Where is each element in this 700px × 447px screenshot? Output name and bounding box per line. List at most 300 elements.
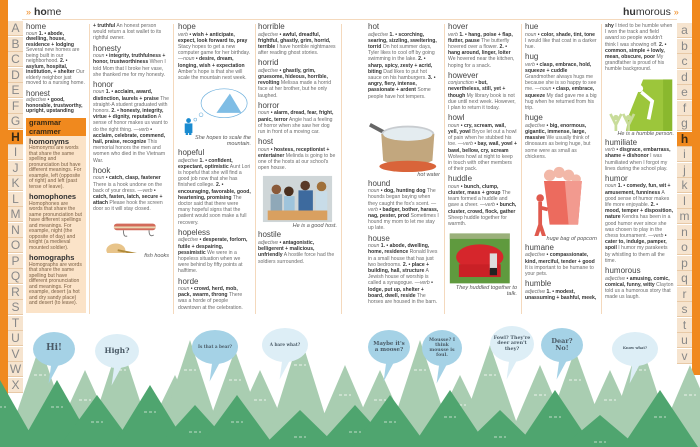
- part-of-speech: noun: [368, 243, 381, 250]
- headword: horrid: [258, 58, 279, 68]
- entry-body: [93, 175, 169, 212]
- headword: humorous: [605, 266, 641, 276]
- tab-d[interactable]: d: [677, 70, 692, 85]
- example-sentence: Clayton told us a humorous story that made us laugh.: [605, 281, 674, 301]
- speech-bubble: A bare what?: [262, 328, 308, 362]
- synonyms: + truthful: [93, 23, 116, 29]
- tab-I[interactable]: I: [8, 145, 23, 160]
- tab-P[interactable]: P: [8, 254, 23, 269]
- synonyms: 2. • place + building, hall, structure: [368, 261, 430, 274]
- column-divider: [341, 24, 342, 314]
- entry-body: [448, 123, 517, 173]
- headword: however: [448, 70, 479, 80]
- example-sentence: I humor my parakeets by whistling to them all the time.: [605, 245, 668, 264]
- figure-caption: He is a good host.: [292, 223, 337, 230]
- tab-T[interactable]: T: [8, 316, 23, 331]
- speech-bubble: Mousse? I think mousse is foul.: [422, 330, 462, 366]
- speech-bubble: Dear? No!: [541, 328, 583, 362]
- synonyms: • catch, fasten, latch, secure + attach: [93, 187, 163, 207]
- example-sentence: A hostile force had the soldiers surrounded.: [258, 252, 335, 265]
- headword: horror: [258, 100, 280, 110]
- example-sentence: My grandfather is proud of his humble background.: [605, 54, 665, 73]
- tab-R[interactable]: R: [8, 285, 23, 300]
- grammar-text: Homonyms are words that share the same spelling and pronunciation but have different meanings. For example, left (opposite of right) and left (past tense of leave).: [29, 145, 82, 190]
- part-of-speech: adjective: [178, 237, 200, 244]
- tab-N[interactable]: N: [8, 223, 23, 238]
- tab-q[interactable]: q: [677, 271, 692, 286]
- tab-r[interactable]: r: [677, 287, 692, 302]
- synonyms: • bunch, clump, cluster, mass + group: [448, 183, 501, 197]
- synonyms: 1. • hang, poise + flap, flutter, pause: [448, 31, 513, 44]
- example-sentence: The doctor said that there were many hopeful signs that the patient would soon make a full recovery.: [178, 194, 247, 226]
- tab-m[interactable]: m: [677, 209, 692, 224]
- dictionary-entry: [605, 139, 674, 172]
- dictionary-entry: [178, 23, 251, 81]
- entry-body: [368, 188, 440, 231]
- headword: hopeful: [178, 148, 205, 158]
- example-sentence: When I told Mom that I broke her vase, she thanked me for my honesty.: [93, 59, 166, 78]
- example-sentence: Stacy hopes to get a new computer game for her birthday.: [178, 43, 251, 57]
- figure-huddle-photo: [448, 230, 517, 297]
- part-of-speech: verb: [605, 147, 617, 154]
- dictionary-entry: [605, 175, 674, 264]
- dictionary-entry: [93, 45, 169, 78]
- entry-body: [525, 289, 597, 301]
- example-sentence: We were in a hopeless situation when we were behind by fifty points at halftime.: [178, 249, 243, 275]
- figure-humble: [605, 76, 674, 137]
- headword: host: [258, 137, 274, 147]
- synonyms: 2. • asylum, hospital, institution, + shelter: [26, 58, 75, 75]
- dictionary-column: [448, 23, 517, 299]
- example-sentence: An honest person would return a lost wallet to its rightful owner.: [93, 23, 162, 42]
- example-sentence: A sense of honor makes us want to do the right thing.: [93, 114, 168, 133]
- dictionary-entry: [178, 229, 251, 275]
- example-sentence: A good sense of humor makes life more enjoyable.: [605, 189, 670, 209]
- tab-k[interactable]: k: [677, 178, 692, 193]
- synonyms: • big, enormous, gigantic, immense, large, massive: [525, 122, 587, 142]
- figure-caption: fish hooks: [144, 252, 169, 259]
- guide-word-rest: me: [46, 6, 62, 18]
- part-of-speech: noun: [368, 188, 381, 195]
- grammar-text: Homophones are words that share the same pronunciation but have different spellings and meanings. For example, night (the opposite of day) and knight (a medieval mounted soldier).: [29, 200, 82, 251]
- tab-t[interactable]: t: [677, 318, 692, 333]
- synonyms: • awful, dreadful, frightful, ghastly, grim, horrid, terrible: [258, 31, 331, 50]
- column-divider: [601, 24, 602, 314]
- example-sentence: The straight-A student graduated with honors.: [93, 95, 169, 115]
- huddle-photo-illustration: [448, 230, 517, 285]
- example-sentence: Ronald lives in a small house that has just two bedrooms.: [368, 249, 438, 268]
- tab-e[interactable]: e: [677, 85, 692, 100]
- figure-pot: [368, 103, 440, 178]
- example-sentence: This memorial honors the men and women who died in the Vietnam War.: [93, 139, 166, 164]
- entry-body: [178, 237, 251, 274]
- dictionary-entry: [368, 180, 440, 232]
- entry-body: [93, 89, 169, 163]
- entry-body: [178, 32, 251, 82]
- tab-G[interactable]: G: [8, 114, 23, 129]
- column-divider: [444, 24, 445, 314]
- part-of-speech: noun: [93, 89, 106, 96]
- figure-caption: They huddled together to talk.: [455, 285, 517, 298]
- entry-body: [448, 32, 517, 69]
- example-sentence: A Jewish house of worship is called a synagogue.: [368, 267, 429, 287]
- example-sentence: Melissa made a horrid face at her brother, but he only laughed.: [258, 80, 332, 99]
- dictionary-entry: [525, 53, 597, 111]
- headword: humiliate: [605, 137, 638, 147]
- headword: huddle: [448, 174, 473, 184]
- part-of-speech: —noun: [534, 86, 553, 93]
- dictionary-entry: [448, 175, 517, 227]
- example-sentence: We usually think of dinosaurs as being huge, but some were as small as chickens.: [525, 135, 591, 160]
- tab-Q[interactable]: Q: [8, 269, 23, 284]
- entry-body: [258, 147, 337, 172]
- grammar-box-title: grammar crammer: [26, 118, 86, 136]
- example-sentence: Amber's hope is that she will scale the mountain next week.: [178, 68, 247, 81]
- synonyms: • catch, clasp, fastener: [105, 175, 161, 182]
- dictionary-entry: [26, 90, 86, 115]
- entry-body: [525, 32, 597, 51]
- example-sentence: There was a horde of people downtown at the celebration.: [178, 292, 243, 311]
- part-of-speech: noun: [258, 146, 271, 153]
- dictionary-entry: [525, 23, 597, 50]
- tab-n[interactable]: n: [677, 225, 692, 240]
- entry-body: [258, 32, 337, 57]
- entry-body: [26, 98, 86, 115]
- part-of-speech: noun: [93, 53, 106, 60]
- dictionary-column: [605, 23, 674, 303]
- tab-J[interactable]: J: [8, 161, 23, 176]
- guide-word-prefix: hu: [623, 6, 636, 18]
- headword: horde: [178, 276, 199, 286]
- dictionary-entry: [258, 59, 337, 99]
- synonyms: • clasp, embrace, hold, squeeze + cuddle: [525, 61, 592, 74]
- guide-word-rest: morous: [635, 6, 671, 18]
- tab-s[interactable]: s: [677, 302, 692, 317]
- synonyms: 2. • hang around, linger, loiter: [448, 43, 511, 57]
- hiker-illustration: [178, 84, 251, 135]
- grammar-heading: homographs: [29, 253, 75, 262]
- synonyms: • disgrace, embarrass, shame + dishonor: [605, 147, 671, 160]
- dictionary-entry: [258, 138, 337, 171]
- speech-bubble: Fowl? They're deer aren't they?: [490, 326, 534, 362]
- part-of-speech: —verb: [648, 233, 665, 240]
- headword: home: [26, 22, 47, 31]
- dictionary-entry: [93, 23, 169, 42]
- example-sentence: Several new homes are being built in our neighborhood.: [26, 47, 80, 64]
- tab-p[interactable]: p: [677, 256, 692, 271]
- tab-c[interactable]: c: [677, 54, 692, 69]
- example-sentence: Sometimes I hound my mom to let me stay up late.: [368, 213, 439, 232]
- synonyms: • amusing, comic, comical, funny, witty: [605, 275, 670, 288]
- part-of-speech: noun: [93, 175, 106, 182]
- example-sentence: Wolves howl at night to keep in touch with other members of their pack.: [448, 153, 513, 173]
- headword: hug: [525, 52, 539, 62]
- headword: hostile: [258, 230, 282, 240]
- part-of-speech: noun: [605, 183, 618, 190]
- part-of-speech: noun: [178, 286, 191, 293]
- part-of-speech: noun: [448, 183, 461, 190]
- tab-i[interactable]: i: [677, 147, 692, 162]
- dictionary-entry: [605, 23, 674, 73]
- entry-body: [368, 32, 440, 100]
- dictionary-entry: [258, 23, 337, 56]
- example-sentence: The horses are housed in the barn.: [368, 292, 438, 305]
- part-of-speech: adjective: [258, 239, 280, 246]
- synonyms: 1. • modest, unassuming + bashful, meek,: [525, 288, 597, 301]
- dictionary-column: [178, 23, 251, 314]
- part-of-speech: noun: [258, 110, 271, 117]
- column-divider: [521, 24, 522, 314]
- entry-body: [258, 68, 337, 99]
- dictionary-entry: [93, 81, 169, 164]
- dictionary-entry: [26, 23, 86, 87]
- tab-u[interactable]: u: [677, 333, 692, 348]
- synonyms: • clasp, embrace, squeeze: [525, 86, 595, 99]
- dictionary-column: [93, 23, 169, 261]
- synonyms: 1. • acclaim, award, distinction, laurels + praise: [93, 89, 159, 102]
- part-of-speech: adjective: [368, 31, 390, 38]
- tab-E[interactable]: E: [8, 83, 23, 98]
- tab-o[interactable]: o: [677, 240, 692, 255]
- tab-B[interactable]: B: [8, 37, 23, 52]
- synonyms: 1. • abode, dwelling, home, residence: [368, 243, 430, 256]
- pot-illustration: [368, 103, 440, 172]
- popcorn-illustration: [525, 163, 597, 236]
- dictionary-entry: [525, 114, 597, 160]
- column-divider: [89, 24, 90, 314]
- part-of-speech: adjective: [525, 252, 547, 259]
- synonyms: • lodge, put up, shelter + board, dwell, reside: [368, 280, 433, 299]
- headword: horrible: [258, 22, 285, 31]
- dictionary-entry: [605, 267, 674, 300]
- part-of-speech: verb: [525, 61, 537, 68]
- example-sentence: On hot summer days, Tyler likes to cool off by going swimming in the lake.: [368, 43, 435, 63]
- tab-V[interactable]: V: [8, 347, 23, 362]
- tab-g[interactable]: g: [677, 116, 692, 131]
- figure-popcorn: [525, 163, 597, 242]
- tab-a[interactable]: a: [677, 23, 692, 38]
- tab-M[interactable]: M: [8, 207, 23, 222]
- synonyms: • acclaim, celebrate, commend, hail, praise, recognize: [93, 126, 166, 146]
- humble-illustration: [605, 76, 674, 131]
- synonyms: • cater to, indulge, pamper, spoil: [605, 233, 667, 252]
- figure-caption: He is a humble person.: [617, 130, 674, 137]
- entry-body: [605, 276, 674, 301]
- dictionary-entry: [178, 278, 251, 311]
- example-sentence: Grandmother always hugs me because she is so happy to see me.: [525, 74, 597, 93]
- fish-hooks-illustration: [93, 216, 169, 253]
- part-of-speech: —verb: [137, 187, 154, 194]
- tab-F[interactable]: F: [8, 99, 23, 114]
- headword: howl: [448, 113, 465, 123]
- synonyms: • badger, bother, harass, nag, pester, prod: [368, 206, 439, 220]
- headword: hopeless: [178, 227, 211, 237]
- example-sentence: I have horrible nightmares after reading ghost stories.: [258, 43, 336, 57]
- synonyms: • good, honorable, trustworthy, upright, upstanding: [26, 97, 83, 114]
- tab-j[interactable]: j: [677, 163, 692, 178]
- synonyms: 3. • angry, fiery, intense, passionate + ardent: [368, 74, 436, 94]
- example-sentence: The hounds began baying when they caught the fox's scent.: [368, 188, 436, 207]
- headword: hot: [368, 22, 380, 31]
- entry-body: [525, 62, 597, 112]
- part-of-speech: adjective: [525, 122, 547, 129]
- headword: humble: [525, 279, 552, 289]
- dictionary-entry: [178, 149, 251, 226]
- example-sentence: The team formed a huddle and gave a cheer.: [448, 190, 511, 209]
- example-sentence: Aunt Lori is hopeful that she will find a good job now that she has finished college.: [178, 163, 251, 189]
- figure-caption: hot water: [417, 171, 440, 178]
- part-of-speech: adjective: [258, 67, 280, 74]
- entry-body: [448, 184, 517, 227]
- part-of-speech: —verb: [133, 126, 151, 133]
- speech-bubble: Maybe it's a moose?: [368, 330, 410, 364]
- synonyms: • cry, scream, wail, yell, yowl: [448, 122, 506, 135]
- grammar-text: Homographs are words that share the same spelling but have different pronunciation and meanings. For example, desert (a hot and dry sandy place) and desert (to leave).: [29, 261, 82, 306]
- tab-S[interactable]: S: [8, 300, 23, 315]
- part-of-speech: —noun: [178, 56, 196, 63]
- column-divider: [255, 24, 256, 314]
- dictionary-column: [345, 23, 440, 308]
- synonyms: 2. • honesty, integrity, virtue + dignity, reputation: [93, 108, 164, 121]
- tab-v[interactable]: v: [677, 349, 692, 364]
- entry-body: [178, 158, 251, 226]
- entry-body: [93, 23, 169, 42]
- part-of-speech: adjective: [26, 97, 48, 103]
- example-sentence: My dad gave me a big hug when he returned from his trip.: [525, 92, 597, 112]
- dictionary-column: [258, 23, 337, 268]
- example-sentence: Our elderly neighbor just moved to a nursing home.: [26, 69, 85, 86]
- grammar-heading: homonyms: [29, 136, 70, 146]
- tab-O[interactable]: O: [8, 238, 23, 253]
- dictionary-column: [525, 23, 597, 304]
- part-of-speech: —verb: [457, 141, 475, 148]
- tab-X[interactable]: X: [8, 378, 23, 393]
- tab-K[interactable]: K: [8, 176, 23, 191]
- synonyms: • ghastly, grim, gruesome, hideous, horrible, revolting: [258, 67, 328, 87]
- tab-D[interactable]: D: [8, 68, 23, 83]
- headword: hope: [178, 22, 196, 31]
- part-of-speech: adjective: [258, 31, 280, 38]
- entry-body: [448, 80, 517, 111]
- figure-hiker: [178, 84, 251, 147]
- dictionary-entry: [258, 102, 337, 135]
- part-of-speech: conjunction: [448, 80, 476, 87]
- part-of-speech: adjective: [605, 275, 627, 282]
- guide-word-prefix: ho: [33, 6, 47, 18]
- column-divider: [173, 24, 174, 314]
- tab-W[interactable]: W: [9, 362, 22, 376]
- synonyms: shy: [605, 23, 614, 29]
- example-sentence: Please hook the screen door so it will stay closed.: [93, 200, 163, 213]
- header-rule: [22, 19, 677, 20]
- tab-b[interactable]: b: [677, 39, 692, 54]
- example-sentence: I was humiliated when I forgot my lines during the school play.: [605, 153, 668, 172]
- tab-h[interactable]: h: [677, 132, 692, 147]
- tab-f[interactable]: f: [677, 101, 692, 116]
- synonyms: • hostess, receptionist + entertainer: [258, 146, 330, 159]
- dictionary-entry: [525, 244, 597, 277]
- example-sentence: I would like that coat in a darker hue.: [525, 37, 597, 50]
- headword: hound: [368, 178, 391, 188]
- grammar-heading: homophones: [29, 192, 77, 201]
- speech-bubble: Is that a bear?: [192, 330, 238, 364]
- entry-body: [258, 110, 337, 135]
- figure-fish-hooks: [93, 216, 169, 259]
- dictionary-entry: [93, 167, 169, 213]
- synonyms: • compassionate, kind, merciful, tender + good: [525, 252, 595, 265]
- tab-U[interactable]: U: [8, 331, 23, 346]
- synonyms: 2. • sharp, spicy, zesty + acrid, biting: [368, 56, 433, 75]
- synonyms: 1. • confident, expectant, optimistic: [178, 157, 233, 170]
- synonyms: • dog, hunting dog: [380, 188, 426, 195]
- example-sentence: We hovered near the kitchen, hoping for a snack.: [448, 56, 515, 69]
- example-sentence: Some people have hot tempers.: [368, 87, 431, 100]
- speech-bubble: Know what?: [612, 332, 658, 366]
- part-of-speech: —verb: [368, 200, 437, 213]
- synonyms: • but, nevertheless, still, yet + though: [448, 80, 506, 99]
- synonyms: • desperate, forlorn, futile + despairing, pessimistic: [178, 237, 248, 256]
- entry-body: [258, 240, 337, 265]
- synonyms: 2. • common, simple + lowly, mean, obscure, poor: [605, 41, 667, 61]
- synonyms: 2. • mood, temper + disposition, nature: [605, 202, 674, 221]
- tab-l[interactable]: l: [677, 194, 692, 209]
- chevron-icon: »: [26, 7, 32, 17]
- figure-host-photo: [258, 174, 337, 229]
- synonyms: • crowd, herd, mob, pack, swarm, throng: [178, 286, 238, 299]
- part-of-speech: verb: [448, 31, 460, 38]
- tab-A[interactable]: A: [8, 21, 23, 36]
- synonyms: • color, shade, tint, tone: [537, 31, 596, 38]
- headword: honest: [26, 88, 51, 98]
- part-of-speech: noun: [448, 122, 461, 129]
- example-sentence: Kendra has been in a good humor ever since she was chosen to play in the chess tournament.: [605, 214, 671, 240]
- dictionary-entry: [448, 23, 517, 69]
- synonyms: • alarm, dread, fear, fright, panic, terror: [258, 110, 334, 123]
- host-photo-illustration: [258, 174, 337, 223]
- synonyms: • antagonistic, belligerent + malicious, unfriendly: [258, 239, 315, 259]
- dictionary-entry: [448, 114, 517, 172]
- entry-body: [93, 53, 169, 78]
- example-sentence: Angie had a feeling of horror when she saw her dog run in front of a moving car.: [258, 116, 333, 135]
- headword: hue: [525, 22, 539, 31]
- example-sentence: Sheep huddle together for warmth.: [448, 214, 507, 228]
- tab-H[interactable]: H: [8, 130, 23, 145]
- example-sentence: There is a hook undone on the back of your dress.: [93, 181, 163, 194]
- synonyms: • desire, dream, longing, wish + expectation: [178, 56, 245, 69]
- entry-body: [26, 32, 86, 87]
- example-sentence: Bryce let out a howl of pain when he stubbed his toe.: [448, 128, 517, 148]
- example-sentence: Dad likes to put hot sauce on his hamburgers.: [368, 68, 429, 81]
- entry-body: [605, 147, 674, 172]
- tab-L[interactable]: L: [8, 192, 23, 207]
- synonyms: 1. • comedy, fun, wit + amusement, funniness: [605, 183, 671, 196]
- dictionary-entry: [368, 235, 440, 306]
- right-edge-strip: [692, 0, 700, 375]
- running-head-right: [623, 6, 679, 18]
- headword: hook: [93, 165, 111, 175]
- tab-C[interactable]: C: [8, 52, 23, 67]
- entry-body: [525, 252, 597, 277]
- entry-body: [605, 183, 674, 264]
- synonyms: • bay, wail, yowl + bawl, bellow, cry, scream: [448, 141, 517, 154]
- dictionary-entry: [368, 23, 440, 100]
- headword: hover: [448, 22, 469, 31]
- part-of-speech: —verb: [480, 202, 497, 209]
- part-of-speech: noun: [26, 30, 39, 37]
- chevron-icon: »: [673, 7, 679, 17]
- entry-body: [605, 23, 674, 73]
- synonyms: 2. • encouraging, favorable, good, heartening, promising: [178, 182, 251, 201]
